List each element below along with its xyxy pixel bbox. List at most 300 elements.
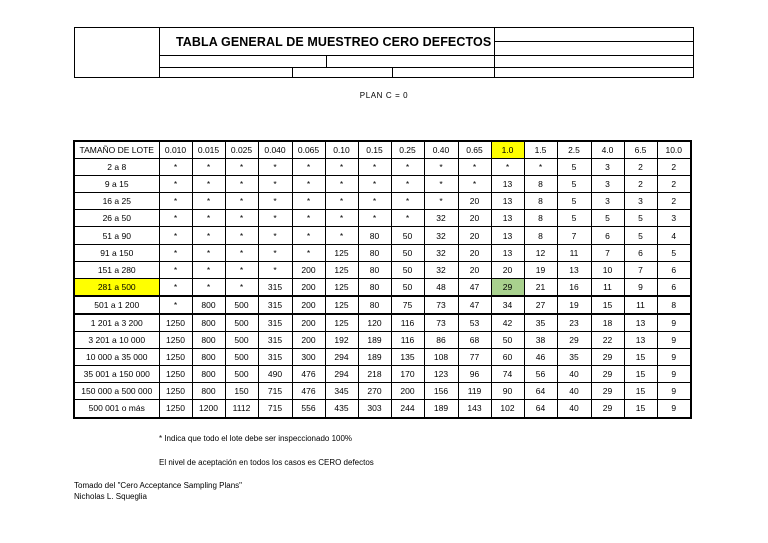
sample-size-cell: 18 [591, 314, 624, 332]
sample-size-cell: * [491, 159, 524, 176]
sample-size-cell: 9 [657, 314, 691, 332]
sample-size-cell: 315 [258, 349, 292, 366]
sample-size-cell: * [524, 159, 557, 176]
sample-size-cell: 6 [657, 261, 691, 278]
sample-size-cell: 345 [325, 383, 358, 400]
table-row [74, 278, 691, 296]
sample-size-cell: 50 [391, 278, 424, 296]
sample-size-cell: * [258, 176, 292, 193]
sample-size-cell: * [258, 227, 292, 244]
sample-size-cell: 35 [557, 349, 591, 366]
table-row [74, 400, 691, 418]
sample-size-cell: 15 [624, 349, 657, 366]
header-cell-divider-c [392, 67, 393, 77]
sample-size-cell: 490 [258, 366, 292, 383]
sample-size-cell: 476 [292, 383, 325, 400]
sample-size-cell: 32 [424, 210, 458, 227]
sample-size-cell: 200 [292, 261, 325, 278]
aql-header: 4.0 [591, 141, 624, 159]
sample-size-cell: 8 [524, 193, 557, 210]
sample-size-cell: 315 [258, 296, 292, 314]
sample-size-cell: 13 [491, 210, 524, 227]
aql-header: 1.5 [524, 141, 557, 159]
table-row [74, 349, 691, 366]
sample-size-cell: * [225, 227, 258, 244]
sample-size-cell: 315 [258, 314, 292, 332]
sample-size-cell: 5 [624, 210, 657, 227]
sample-size-cell: * [258, 261, 292, 278]
sample-size-cell: 50 [491, 332, 524, 349]
sample-size-cell: * [325, 210, 358, 227]
sample-size-cell: 29 [591, 400, 624, 418]
sample-size-cell: * [225, 176, 258, 193]
sample-size-cell: 13 [624, 314, 657, 332]
sample-size-cell: 13 [624, 332, 657, 349]
sample-size-cell: 20 [458, 261, 491, 278]
table-row [74, 314, 691, 332]
sample-size-cell: 74 [491, 366, 524, 383]
sample-size-cell: 64 [524, 383, 557, 400]
lot-size-cell: 2 a 8 [74, 159, 159, 176]
sample-size-cell: 13 [491, 193, 524, 210]
sample-size-cell: 40 [557, 383, 591, 400]
sample-size-cell: 125 [325, 296, 358, 314]
sample-size-cell: 19 [557, 296, 591, 314]
sample-size-cell: 192 [325, 332, 358, 349]
sample-size-cell: * [358, 210, 391, 227]
sample-size-cell: 5 [557, 159, 591, 176]
sample-size-cell: 73 [424, 314, 458, 332]
sample-size-cell: 500 [225, 366, 258, 383]
sample-size-cell: 150 [225, 383, 258, 400]
sample-size-cell: 80 [358, 244, 391, 261]
sample-size-cell: * [225, 210, 258, 227]
sample-size-cell: * [391, 210, 424, 227]
aql-header: 10.0 [657, 141, 691, 159]
sample-size-cell: 1250 [159, 314, 192, 332]
lot-size-cell: 26 a 50 [74, 210, 159, 227]
sample-size-cell: 2 [657, 193, 691, 210]
sample-size-cell: 189 [358, 332, 391, 349]
sample-size-cell: * [225, 278, 258, 296]
sampling-table [73, 140, 692, 419]
header-row-line-2 [159, 67, 693, 68]
sample-size-cell: 48 [424, 278, 458, 296]
table-row [74, 193, 691, 210]
sample-size-cell: 116 [391, 314, 424, 332]
sample-size-cell: 13 [491, 244, 524, 261]
sample-size-cell: * [192, 227, 225, 244]
sample-size-cell: 500 [225, 296, 258, 314]
header-divider-left [159, 28, 160, 77]
sample-size-cell: 108 [424, 349, 458, 366]
sample-size-cell: 3 [591, 159, 624, 176]
sample-size-cell: 3 [591, 176, 624, 193]
sample-size-cell: 3 [591, 193, 624, 210]
table-row [74, 159, 691, 176]
sample-size-cell: 500 [225, 332, 258, 349]
sample-size-cell: 715 [258, 400, 292, 418]
header-row-line-1 [159, 55, 693, 56]
sample-size-cell: 27 [524, 296, 557, 314]
sample-size-cell: 20 [458, 193, 491, 210]
header-right-line-a [494, 41, 693, 42]
sample-size-cell: * [159, 227, 192, 244]
sample-size-cell: 3 [624, 193, 657, 210]
sample-size-cell: 200 [391, 383, 424, 400]
sample-size-cell: * [192, 244, 225, 261]
table-row [74, 176, 691, 193]
sample-size-cell: 40 [557, 366, 591, 383]
sample-size-cell: 1250 [159, 366, 192, 383]
sample-size-cell: 270 [358, 383, 391, 400]
sample-size-cell: 5 [624, 227, 657, 244]
sample-size-cell: * [391, 193, 424, 210]
sample-size-cell: 9 [657, 349, 691, 366]
sample-size-cell: 80 [358, 296, 391, 314]
sample-size-cell: * [159, 278, 192, 296]
sample-size-cell: * [325, 193, 358, 210]
sample-size-cell: 556 [292, 400, 325, 418]
sample-size-cell: 47 [458, 278, 491, 296]
aql-header: 0.010 [159, 141, 192, 159]
sample-size-cell: 11 [591, 278, 624, 296]
sample-size-cell: * [458, 159, 491, 176]
sample-size-cell: 12 [524, 244, 557, 261]
sample-size-cell: * [258, 193, 292, 210]
aql-header: 1.0 [491, 141, 524, 159]
lot-size-cell: 150 000 a 500 000 [74, 383, 159, 400]
sample-size-cell: 800 [192, 332, 225, 349]
acceptance-note: El nivel de aceptación en todos los casos es CERO defectos [159, 458, 374, 467]
table-row [74, 244, 691, 261]
sample-size-cell: 11 [557, 244, 591, 261]
sample-size-cell: * [225, 261, 258, 278]
sample-size-cell: 29 [557, 332, 591, 349]
sample-size-cell: 1250 [159, 332, 192, 349]
sample-size-cell: 7 [624, 261, 657, 278]
sample-size-cell: 1112 [225, 400, 258, 418]
sample-size-cell: 9 [657, 400, 691, 418]
sample-size-cell: 50 [391, 261, 424, 278]
sample-size-cell: * [192, 261, 225, 278]
sample-size-cell: 800 [192, 366, 225, 383]
sample-size-cell: 29 [591, 349, 624, 366]
aql-header: 0.015 [192, 141, 225, 159]
sample-size-cell: * [159, 296, 192, 314]
sample-size-cell: 11 [624, 296, 657, 314]
sample-size-cell: * [292, 227, 325, 244]
sample-size-cell: 29 [491, 278, 524, 296]
aql-header: 0.040 [258, 141, 292, 159]
plan-label: PLAN C = 0 [359, 91, 409, 100]
sample-size-cell: 42 [491, 314, 524, 332]
sample-size-cell: 22 [591, 332, 624, 349]
header-cell-divider-a [326, 55, 327, 67]
sample-size-cell: 500 [225, 314, 258, 332]
sample-size-cell: 15 [591, 296, 624, 314]
sample-size-cell: 200 [292, 278, 325, 296]
corner-header: TAMAÑO DE LOTE [74, 141, 159, 159]
sample-size-cell: 80 [358, 278, 391, 296]
sample-size-cell: 64 [524, 400, 557, 418]
sample-size-cell: 800 [192, 296, 225, 314]
sample-size-cell: 125 [325, 278, 358, 296]
aql-header: 6.5 [624, 141, 657, 159]
sample-size-cell: * [225, 244, 258, 261]
lot-size-cell: 3 201 a 10 000 [74, 332, 159, 349]
header-cell-divider-b [292, 67, 293, 77]
sample-size-cell: * [292, 210, 325, 227]
sample-size-cell: 13 [557, 261, 591, 278]
sample-size-cell: 13 [491, 227, 524, 244]
sample-size-cell: 8 [657, 296, 691, 314]
lot-size-cell: 281 a 500 [74, 278, 159, 296]
sample-size-cell: * [458, 176, 491, 193]
aql-header: 0.25 [391, 141, 424, 159]
sample-size-cell: 715 [258, 383, 292, 400]
sample-size-cell: 5 [557, 210, 591, 227]
sample-size-cell: * [325, 227, 358, 244]
sample-size-cell: 189 [424, 400, 458, 418]
sample-size-cell: 294 [325, 349, 358, 366]
sample-size-cell: * [325, 176, 358, 193]
sample-size-cell: 125 [325, 244, 358, 261]
sample-size-cell: 23 [557, 314, 591, 332]
sample-size-cell: * [358, 176, 391, 193]
page-title: TABLA GENERAL DE MUESTREO CERO DEFECTOS [176, 35, 492, 49]
sample-size-cell: * [225, 193, 258, 210]
sample-size-cell: 123 [424, 366, 458, 383]
sample-size-cell: 2 [657, 159, 691, 176]
sample-size-cell: 9 [657, 383, 691, 400]
sample-size-cell: 46 [524, 349, 557, 366]
sample-size-cell: 16 [557, 278, 591, 296]
sample-size-cell: 21 [524, 278, 557, 296]
sample-size-cell: * [424, 176, 458, 193]
aql-header: 0.15 [358, 141, 391, 159]
sample-size-cell: 200 [292, 332, 325, 349]
sample-size-cell: * [159, 261, 192, 278]
sample-size-cell: 6 [657, 278, 691, 296]
sample-size-cell: 29 [591, 366, 624, 383]
lot-size-cell: 151 a 280 [74, 261, 159, 278]
sample-size-cell: 6 [624, 244, 657, 261]
sample-size-cell: 5 [557, 176, 591, 193]
sample-size-cell: 15 [624, 366, 657, 383]
aql-header: 2.5 [557, 141, 591, 159]
sample-size-cell: * [391, 176, 424, 193]
sample-size-cell: 435 [325, 400, 358, 418]
sample-size-cell: 73 [424, 296, 458, 314]
sample-size-cell: 476 [292, 366, 325, 383]
sample-size-cell: 800 [192, 314, 225, 332]
sample-size-cell: * [391, 159, 424, 176]
table-row [74, 210, 691, 227]
sample-size-cell: 50 [391, 244, 424, 261]
sample-size-cell: 143 [458, 400, 491, 418]
table-row [74, 332, 691, 349]
sample-size-cell: 156 [424, 383, 458, 400]
sample-size-cell: 29 [591, 383, 624, 400]
sample-size-cell: 244 [391, 400, 424, 418]
sample-size-cell: 96 [458, 366, 491, 383]
sample-size-cell: 60 [491, 349, 524, 366]
sample-size-cell: * [159, 210, 192, 227]
source-line-1: Tomado del "Cero Acceptance Sampling Plans" [74, 481, 242, 490]
sample-size-cell: * [192, 210, 225, 227]
lot-size-cell: 91 a 150 [74, 244, 159, 261]
sample-size-cell: 1250 [159, 400, 192, 418]
sample-size-cell: 119 [458, 383, 491, 400]
sample-size-cell: 170 [391, 366, 424, 383]
table-row [74, 366, 691, 383]
sample-size-cell: 5 [557, 193, 591, 210]
lot-size-cell: 51 a 90 [74, 227, 159, 244]
sample-size-cell: * [292, 176, 325, 193]
sample-size-cell: 800 [192, 349, 225, 366]
sample-size-cell: 2 [624, 159, 657, 176]
sample-size-cell: 80 [358, 261, 391, 278]
table-row [74, 383, 691, 400]
lot-size-cell: 10 000 a 35 000 [74, 349, 159, 366]
aql-header: 0.065 [292, 141, 325, 159]
sample-size-cell: * [258, 159, 292, 176]
aql-header: 0.025 [225, 141, 258, 159]
sample-size-cell: 5 [591, 210, 624, 227]
sample-size-cell: 77 [458, 349, 491, 366]
sample-size-cell: * [192, 193, 225, 210]
sample-size-cell: * [292, 193, 325, 210]
sample-size-cell: 5 [657, 244, 691, 261]
sample-size-cell: 200 [292, 296, 325, 314]
sample-size-cell: 4 [657, 227, 691, 244]
table-header-row [74, 141, 691, 159]
sample-size-cell: 300 [292, 349, 325, 366]
sample-size-cell: 90 [491, 383, 524, 400]
sample-size-cell: * [225, 159, 258, 176]
table-row [74, 227, 691, 244]
lot-size-cell: 16 a 25 [74, 193, 159, 210]
sample-size-cell: 20 [458, 244, 491, 261]
sample-size-cell: * [358, 193, 391, 210]
aql-header: 0.40 [424, 141, 458, 159]
sample-size-cell: 2 [624, 176, 657, 193]
lot-size-cell: 500 001 o más [74, 400, 159, 418]
sample-size-cell: * [424, 193, 458, 210]
sample-size-cell: 32 [424, 261, 458, 278]
sample-size-cell: 53 [458, 314, 491, 332]
sample-size-cell: 218 [358, 366, 391, 383]
sample-size-cell: 303 [358, 400, 391, 418]
sample-size-cell: 50 [391, 227, 424, 244]
sample-size-cell: 20 [491, 261, 524, 278]
sample-size-cell: 315 [258, 332, 292, 349]
sample-size-cell: 189 [358, 349, 391, 366]
sample-size-cell: 10 [591, 261, 624, 278]
sample-size-cell: 9 [624, 278, 657, 296]
sample-size-cell: 500 [225, 349, 258, 366]
sample-size-cell: 120 [358, 314, 391, 332]
sample-size-cell: 8 [524, 176, 557, 193]
sample-size-cell: 40 [557, 400, 591, 418]
sample-size-cell: * [258, 244, 292, 261]
sample-size-cell: 294 [325, 366, 358, 383]
sample-size-cell: * [358, 159, 391, 176]
sample-size-cell: * [159, 176, 192, 193]
sample-size-cell: 1250 [159, 383, 192, 400]
lot-size-cell: 1 201 a 3 200 [74, 314, 159, 332]
sample-size-cell: * [159, 159, 192, 176]
sample-size-cell: 68 [458, 332, 491, 349]
sample-size-cell: 75 [391, 296, 424, 314]
sample-size-cell: * [192, 278, 225, 296]
sample-size-cell: * [159, 193, 192, 210]
aql-header: 0.10 [325, 141, 358, 159]
sample-size-cell: 86 [424, 332, 458, 349]
sample-size-cell: 315 [258, 278, 292, 296]
sample-size-cell: 80 [358, 227, 391, 244]
sample-size-cell: 32 [424, 227, 458, 244]
sample-size-cell: 102 [491, 400, 524, 418]
sample-size-cell: 8 [524, 210, 557, 227]
sample-size-cell: 9 [657, 366, 691, 383]
lot-size-cell: 501 a 1 200 [74, 296, 159, 314]
sample-size-cell: 35 [524, 314, 557, 332]
sample-size-cell: * [325, 159, 358, 176]
sample-size-cell: 800 [192, 383, 225, 400]
table-row [74, 296, 691, 314]
sample-size-cell: 47 [458, 296, 491, 314]
sample-size-cell: 6 [591, 227, 624, 244]
header-divider-right [494, 28, 495, 77]
sample-size-cell: * [292, 159, 325, 176]
table-row [74, 261, 691, 278]
sample-size-cell: 200 [292, 314, 325, 332]
sample-size-cell: 7 [591, 244, 624, 261]
sample-size-cell: 125 [325, 314, 358, 332]
lot-size-cell: 35 001 a 150 000 [74, 366, 159, 383]
sample-size-cell: 56 [524, 366, 557, 383]
sample-size-cell: 32 [424, 244, 458, 261]
sample-size-cell: 9 [657, 332, 691, 349]
sample-size-cell: 19 [524, 261, 557, 278]
sample-size-cell: * [192, 159, 225, 176]
sample-size-cell: 3 [657, 210, 691, 227]
sample-size-cell: 1200 [192, 400, 225, 418]
sample-size-cell: 125 [325, 261, 358, 278]
sample-size-cell: 20 [458, 227, 491, 244]
sample-size-cell: 1250 [159, 349, 192, 366]
sample-size-cell: * [424, 159, 458, 176]
sample-size-cell: 2 [657, 176, 691, 193]
sample-size-cell: * [192, 176, 225, 193]
sample-size-cell: 135 [391, 349, 424, 366]
sample-size-cell: 15 [624, 383, 657, 400]
sample-size-cell: 15 [624, 400, 657, 418]
sample-size-cell: 7 [557, 227, 591, 244]
sample-size-cell: 38 [524, 332, 557, 349]
sample-size-cell: 116 [391, 332, 424, 349]
sample-size-cell: 20 [458, 210, 491, 227]
source-line-2: Nicholas L. Squeglia [74, 492, 147, 501]
sample-size-cell: * [159, 244, 192, 261]
lot-size-cell: 9 a 15 [74, 176, 159, 193]
sample-size-cell: * [258, 210, 292, 227]
aql-header: 0.65 [458, 141, 491, 159]
sample-size-cell: 34 [491, 296, 524, 314]
sample-size-cell: 13 [491, 176, 524, 193]
